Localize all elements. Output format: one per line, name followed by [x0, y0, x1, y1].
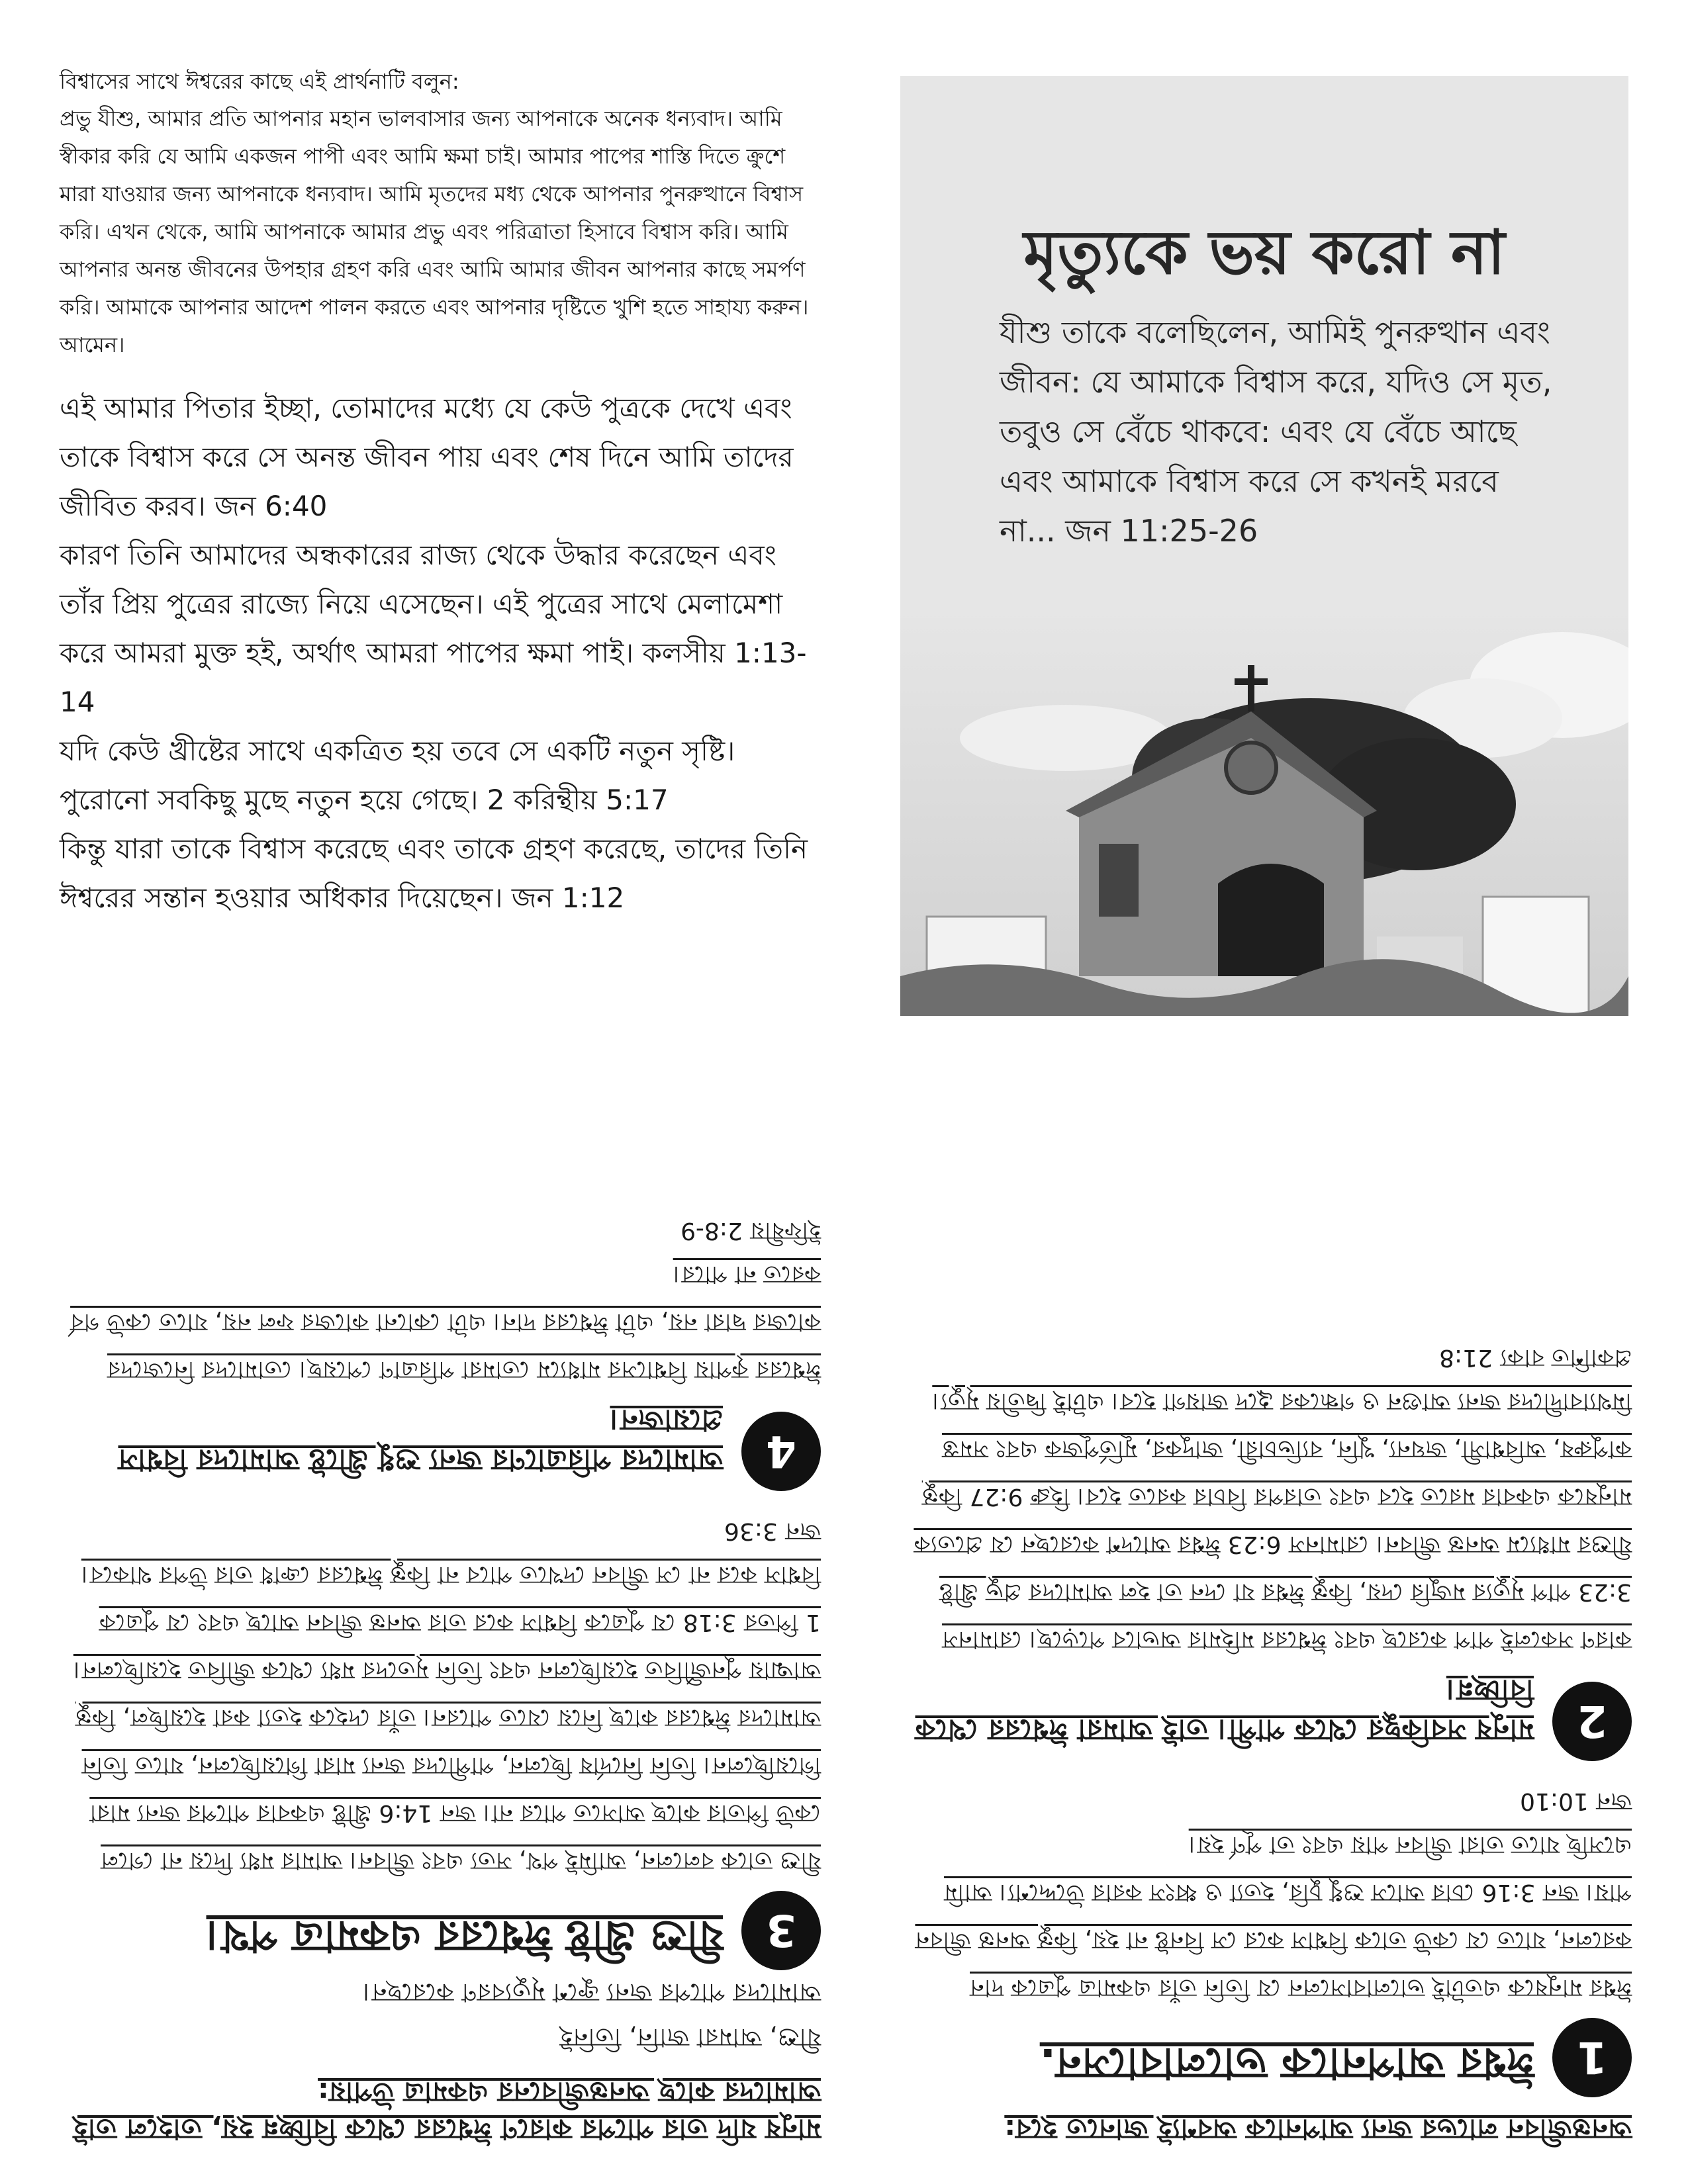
step-number-badge: 2: [1552, 1682, 1632, 1761]
step-number-badge: 1: [1552, 2018, 1632, 2097]
verse-colossians-1-13: কারণ তিনি আমাদের অন্ধকারের রাজ্য থেকে উদ্ধার করেছেন এবং তাঁর প্রিয় পুত্রের রাজ্যে নিয়ে এসেছেন। এই পুত্রের সাথে মেলামেশা করে আমরা মুক্ত হই, অর্থাৎ আমরা পাপের ক্ষমা পাই। কলসীয় 1:13-14: [60, 539, 807, 718]
verse-john-1-12: কিন্তু যারা তাকে বিশ্বাস করেছে এবং তাকে গ্রহণ করেছে, তাদের তিনি ঈশ্বরের সন্তান হওয়ার অধিকার দিয়েছেন। জন 1:12: [60, 833, 808, 914]
step-reference: জন 10:10: [1520, 1788, 1632, 1815]
step-title: আমাদের পরিত্রাণের জন্য শুধু খ্রীষ্টে আমাদের বিশ্বাস প্রয়োজন।: [118, 1403, 723, 1477]
panel-lead-continued: যীশু, আমরা জানি, তিনিই: [559, 2023, 821, 2052]
step-body: যীশু তাকে বললেন, আমিই পথ, সত্য এবং জীবন। আমার মধ্য দিয়ে না গেলে কেউ পিতার কাছে আসতে পারে না। জন 14:6 খ্রীষ্ট একবার পাপের জন্য মারা গিয়েছিলেন। তিনি নির্দোষ ছিলেন, পাপীদের জন্য মারা গিয়েছিলেন, যাতে তিনি আমাদের ঈশ্বরের কাছে নিয়ে যেতে পারেন। তাঁর দেহকে হত্যা করা হয়েছিল, কিন্তু আত্মায় পুনর্জীবিত হয়েছিলেন এবং তিনি মৃতদের মধ্য থেকে জীবিত হয়েছিলেন। 1 পিতর 3:18 যে পুত্রকে বিশ্বাস করে তার অনন্ত জীবন আছে এবং যে পুত্রকে বিশ্বাস করে না সে জীবন দেখতে পাবে না কিন্তু ঈশ্বরের ক্রোধ তার উপর থাকবে।: [73, 1561, 821, 1874]
prayer-text: প্রভু যীশু, আমার প্রতি আপনার মহান ভালবাসার জন্য আপনাকে অনেক ধন্যবাদ। আমি স্বীকার করি যে আমি একজন পাপী এবং আমি ক্ষমা চাই। আমার পাপের শাস্তি দিতে ক্রুশে মারা যাওয়ার জন্য আপনাকে ধন্যবাদ। আমি মৃতদের মধ্য থেকে আপনার পুনরুত্থানে বিশ্বাস করি। এখন থেকে, আমি আপনাকে আমার প্রভু এবং পরিত্রাতা হিসাবে বিশ্বাস করি। আমি আপনার অনন্ত জীবনের উপহার গ্রহণ করি এবং আমি আমার জীবন আপনার কাছে সমর্পণ করি। আমাকে আপনার আদেশ পালন করতে এবং আপনার দৃষ্টিতে খুশি হতে সাহায্য করুন। আমেন।: [60, 106, 809, 357]
church-ruins-photo: [900, 606, 1628, 1016]
step-reference: প্রকাশিত বাক্য 21:8: [1439, 1344, 1632, 1371]
step-number-badge: 3: [741, 1891, 821, 1970]
cover-verse: যীশু তাকে বলেছিলেন, আমিই পুনরুত্থান এবং জীবন: যে আমাকে বিশ্বাস করে, যদিও সে মৃত, তবুও সে বেঁচে থাকবে: এবং যে বেঁচে আছে এবং আমাকে বিশ্বাস করে সে কখনই মরবে না... জন 11:25-26: [1000, 314, 1552, 549]
step-body: ঈশ্বর মানুষকে এতটাই ভালোবাসলেন যে তিনি তাঁর একমাত্র পুত্রকে দান করলেন, যাতে যে কেউ তাকে বিশ্বাস করে সে বিনষ্ট না হয়, কিন্তু অনন্ত জীবন পায়। জন 3:16 চোর আসে শুধু চুরি, হত্যা ও ধ্বংস করার উদ্দেশ্যে। আমি এসেছি যাতে তারা জীবন পায় এবং তা পূর্ণ হয়।: [915, 1831, 1632, 2001]
verse-list: [60, 384, 821, 923]
step-2: [897, 1338, 1632, 1761]
step-3: [60, 1511, 821, 1970]
panel-lead-continued-2: আমাদের পাপের জন্য ক্রুশে মৃত্যুবরণ করেছেন।: [363, 1978, 821, 2007]
step-number-badge: 4: [741, 1412, 821, 1491]
cover-panel: [900, 76, 1628, 1016]
step-reference: জন 3:36: [724, 1518, 821, 1545]
step-panel-1-2: [897, 1128, 1632, 2148]
step-title: মানুষ সবকিছুর থেকে পাপী। তাই আমরা ঈশ্বরের থেকে বিচ্ছিন্ন।: [915, 1673, 1534, 1747]
step-reference: ইফিষীয় 2:8-9: [680, 1217, 821, 1244]
step-panel-3-4: [60, 1128, 821, 2148]
verse-john-6-40: এই আমার পিতার ইচ্ছা, তোমাদের মধ্যে যে কেউ পুত্রকে দেখে এবং তাকে বিশ্বাস করে সে অনন্ত জীবন পায় এবং শেষ দিনে আমি তাদের জীবিত করব। জন 6:40: [60, 392, 794, 522]
cover-title: মৃত্যুকে ভয় করো না: [1023, 217, 1505, 288]
step-1: [897, 1781, 1632, 2097]
panel-lead: অনন্তজীবন লাভের জন্য আপনাকে অবশ্যই জানতে হবে:: [1004, 2113, 1632, 2146]
step-title: ঈশ্বর আপনাকে ভালোবাসেন.: [1039, 2038, 1534, 2087]
panel-lead: মানুষ যদি তার পাপের কারণে ঈশ্বরের থেকে বিচ্ছিন্ন হয়, তাহলে তাই আমাদের কাছে অনন্তজীবনের একমাত্র উপায়:: [73, 2076, 821, 2146]
prayer-panel: [60, 63, 821, 923]
step-body: ঈশ্বরের কৃপায় বিশ্বাসের মাধ্যমে তোমরা পরিত্রাণ পেয়েছ। তোমাদের নিজেদের কাজের দ্বারা নয়, এটা ঈশ্বরের দান। এটা কোনো কাজের ফল নয়, যাতে কেউ গর্ব করতে না পারে।: [70, 1261, 821, 1383]
step-title: যীশু খ্রীষ্ট ঈশ্বরের একমাত্র পথ।: [206, 1911, 723, 1960]
prayer-intro: বিশ্বাসের সাথে ঈশ্বরের কাছে এই প্রার্থনাটি বলুন:: [60, 69, 459, 94]
step-4: [60, 1210, 821, 1491]
step-body: কারণ সকলেই পাপ করেছে এবং ঈশ্বরের মহিমার অভাবে পড়েছে। রোমানস 3:23 পাপ মৃত্যুর মজুরি দেয়, কিন্তু ঈশ্বর যা দেন তা হল আমাদের প্রভু খ্রীষ্ট যীশুর মাধ্যমে অনন্ত জীবন। রোমানস 6:23 ঈশ্বর আদেশ করেছেন যে প্রত্যেক মানুষকে একবার মরতে হবে এবং তারপর বিচার করতে হবে। হিব্রু 9:27 কিন্তু কাপুরুষ, অবিশ্বাসী, জঘন্য, খুনি, ব্যভিচারী, জাদুকর, মূর্তিপূজক এবং সমস্ত মিথ্যাবাদীদের জন্য আগুন ও গন্ধকের হ্রদে জায়গা হবে। এটাই দ্বিতীয় মৃত্যু।: [914, 1388, 1632, 1653]
verse-2-corinthians-5-17: যদি কেউ খ্রীষ্টের সাথে একত্রিত হয় তবে সে একটি নতুন সৃষ্টি। পুরোনো সবকিছু মুছে নতুন হয়ে গেছে। 2 করিন্থীয় 5:17: [60, 735, 735, 816]
